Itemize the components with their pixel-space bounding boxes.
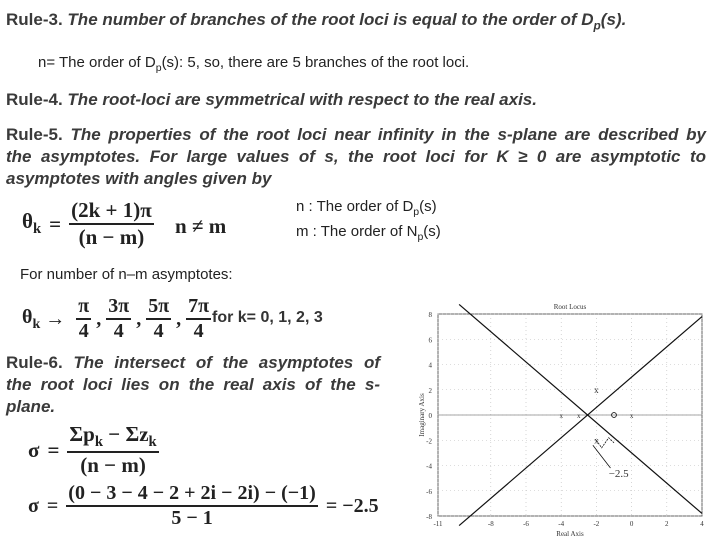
rule5-line3: asymptotes with angles given by (6, 169, 272, 188)
y-tick-label: 2 (428, 386, 432, 395)
x-tick-label: -2 (593, 520, 600, 528)
sigma-numeric-fraction: $\frac{(0 - 3 - 4 - 2 + 2i - 2i) - (-1)}{5 - 1}$ (68, 482, 316, 529)
rule6-block (6, 352, 380, 418)
x-tick-label: 0 (629, 520, 634, 528)
rule4-text: The root-loci are symmetrical with respect to the real axis. (67, 90, 537, 109)
y-tick-label: 6 (428, 336, 432, 345)
n-neq-m: n ≠ m (175, 214, 227, 238)
annotation-leader (593, 445, 611, 468)
asymptote-line (459, 317, 702, 526)
sigma-fraction: $\frac{\Sigma p_k - \Sigma z_k}{(n - m)}$ (69, 422, 157, 478)
angle-fraction-2: $\frac{3\pi}{4}$ (108, 295, 130, 342)
y-tick-label: 8 (428, 311, 432, 319)
chart-ylabel: Imaginary Axis (418, 393, 426, 437)
pole-marker: x (629, 412, 634, 420)
theta-equation: $\theta_k$ = $\frac{(2k + 1)\pi}{(n - m)}$ (22, 198, 152, 249)
rule3-label: Rule-3. (6, 10, 63, 29)
rule3-text: The number of branches of the root loci is equal to the order of $D_p(s)$. (67, 10, 627, 33)
angle-fraction-3: $\frac{5\pi}{4}$ (148, 295, 170, 342)
y-tick-label: -8 (426, 513, 432, 521)
x-tick-label: -8 (487, 520, 494, 528)
angle-fraction-1: $\frac{\pi}{4}$ (78, 295, 90, 342)
asymptote-center-annotation: −2.5 (608, 467, 629, 480)
rule4-heading (6, 89, 706, 111)
for-k-values: for k= 0, 1, 2, 3 (212, 309, 323, 326)
chart-xlabel: Real Axis (556, 530, 584, 538)
angles-equation: $\theta_k$ → $\frac{\pi}{4}$ , $\frac{3\pi}{4}$ , $\frac{5\pi}{4}$ , $\frac{7\pi}{4}$ (22, 295, 210, 342)
y-tick-label: -6 (426, 487, 432, 496)
y-tick-label: -4 (426, 462, 432, 471)
asymptote-line (459, 304, 702, 513)
pole-marker: x (559, 412, 563, 420)
nm-definitions (296, 197, 441, 247)
chart-title: Root Locus (553, 303, 587, 311)
x-tick-label: -4 (558, 520, 565, 528)
x-tick-label: -11 (433, 520, 443, 528)
n-definition: n : The order of $D_p(s)$ (296, 198, 437, 218)
theta-fraction: $\frac{(2k + 1)\pi}{(n - m)}$ (71, 198, 152, 249)
y-tick-label: 4 (428, 361, 432, 370)
x-tick-label: 4 (700, 520, 704, 528)
rule5-line1: Rule-5. The properties of the root loci near infinity in the s-plane are described by (6, 125, 706, 144)
locus-branch (596, 438, 614, 448)
asymptote-count-label: For number of n–m asymptotes: (20, 266, 233, 283)
angle-fraction-4: $\frac{7\pi}{4}$ (188, 295, 210, 342)
x-tick-label: 2 (665, 520, 669, 528)
m-definition: m : The order of $N_p(s)$ (296, 223, 441, 243)
x-tick-label: -6 (523, 520, 529, 528)
rule3-note: n= The order of $D_p(s)$: 5, so, there are 5 branches of the root loci. (38, 54, 470, 74)
root-locus-chart (398, 298, 716, 538)
pole-marker: x (594, 435, 599, 446)
rule6-line3: plane. (6, 397, 56, 416)
rule5-block (6, 124, 706, 190)
rule6-line2: the root loci lies on the real axis of the s- (6, 375, 380, 394)
pole-marker: x (577, 412, 581, 420)
sigma-equation: σ = $\frac{\Sigma p_k - \Sigma z_k}{(n - m)}$ (28, 422, 157, 478)
rule4-label: Rule-4. (6, 90, 63, 109)
rule6-line1: Rule-6. The intersect of the asymptotes of (6, 353, 380, 372)
y-tick-label: 0 (428, 412, 432, 420)
rule3-heading (6, 9, 706, 36)
y-tick-label: -2 (426, 437, 432, 446)
sigma-numeric-equation: σ = $\frac{(0 - 3 - 4 - 2 + 2i - 2i) - (-1)}{5 - 1}$ = −2.5 (28, 482, 379, 529)
rule5-line2: the asymptotes. For large values of s, the root loci for K ≥ 0 are asymptotic to (6, 147, 706, 166)
pole-marker: x (594, 384, 599, 395)
